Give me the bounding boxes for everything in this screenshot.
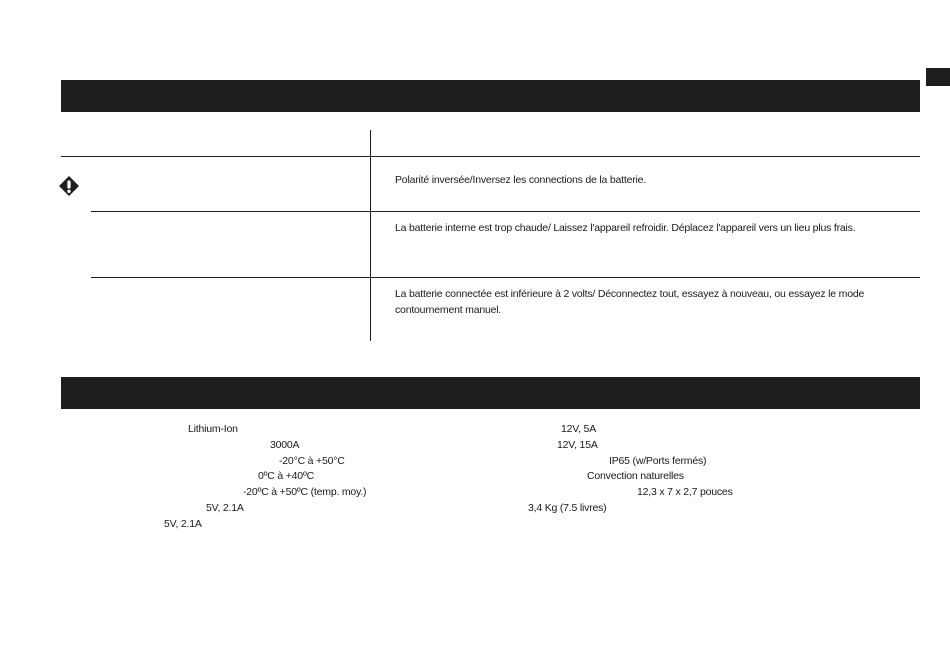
specifications-header-bar [61,377,920,409]
spec-right-value: 12,3 x 7 x 2,7 pouces [637,486,733,498]
spec-left-value: 5V, 2.1A [164,518,202,530]
row-divider [91,277,920,278]
spec-right-value: 3,4 Kg (7.5 livres) [528,502,607,514]
troubleshooting-header-bar [61,80,920,112]
spec-left-value: Lithium-Ion [188,423,238,435]
spec-left-value: -20ºC à +50ºC (temp. moy.) [243,486,367,498]
spec-left-value: 3000A [270,439,300,451]
troubleshooting-row-2-text: La batterie interne est trop chaude/ Laissez l'appareil refroidir. Déplacez l'appareil vers un lieu plus frais. [395,222,856,234]
spec-right-value: IP65 (w/Ports fermés) [609,455,707,467]
spec-right-value: 12V, 15A [557,439,598,451]
spec-left-value: 0ºC à +40ºC [258,470,314,482]
spec-right-value: Convection naturelles [587,470,684,482]
spec-left-value: 5V, 2.1A [206,502,244,514]
row-divider [91,211,920,212]
table-column-divider [370,130,371,341]
warning-diamond-icon [58,175,80,197]
spec-right-value: 12V, 5A [561,423,596,435]
table-header-rule [61,156,920,157]
troubleshooting-row-3-text: La batterie connectée est inférieure à 2 volts/ Déconnectez tout, essayez à nouveau, ou essayez le mode contournement manuel. [395,288,865,316]
page-edge-tab [926,68,950,86]
troubleshooting-row-1-text: Polarité inversée/Inversez les connections de la batterie. [395,174,647,186]
spec-left-value: -20°C à +50°C [279,455,345,467]
